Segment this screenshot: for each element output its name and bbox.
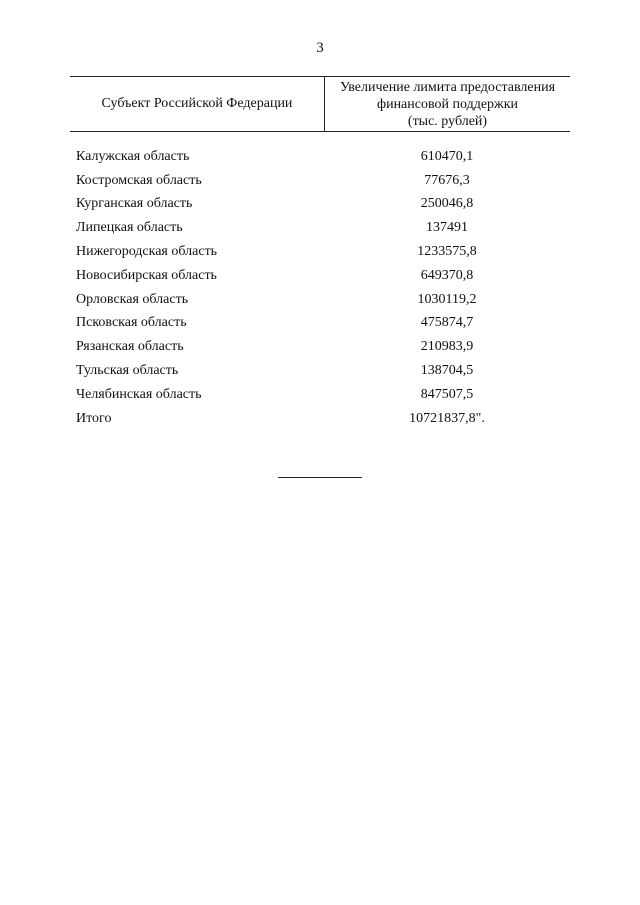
table-row [70,145,570,169]
total-value: 10721837,8". [409,410,485,426]
limit-value: 610470,1 [420,148,474,164]
region-name: Тульская область [76,363,179,379]
end-of-document-rule [278,477,362,478]
header-subject-column: Субъект Российской Федерации [70,77,325,131]
table-row [70,335,570,359]
limit-value: 77676,3 [424,172,470,188]
region-name: Нижегородская область [76,244,218,260]
table-row [70,169,570,193]
table-row [70,383,570,407]
header-limit-column [325,77,570,131]
table-row-total [70,407,570,431]
table-row [70,216,570,240]
limit-value: 137491 [426,220,468,236]
region-name: Костромская область [76,172,202,188]
table-row [70,288,570,312]
limit-value: 1233575,8 [417,244,477,260]
header-limit-line-2: финансовой поддержки [377,96,518,112]
header-limit-line-1: Увеличение лимита предоставления [339,79,556,95]
table-row [70,312,570,336]
region-name: Новосибирская область [76,267,217,283]
region-name: Псковская область [76,315,187,331]
table-row [70,264,570,288]
region-name: Курганская область [76,196,193,212]
table-row [70,240,570,264]
region-name: Рязанская область [76,339,184,355]
region-name: Калужская область [76,148,190,164]
page-number: 3 [316,40,324,56]
region-name: Липецкая область [76,220,183,236]
limit-value: 649370,8 [420,267,474,283]
limit-value: 1030119,2 [417,291,477,307]
header-limit-line-3: (тыс. рублей) [407,113,488,129]
total-label: Итого [76,410,112,426]
table-header [70,76,570,132]
limit-value: 847507,5 [420,386,474,402]
support-limit-table [70,76,570,431]
region-name: Орловская область [76,291,189,307]
limit-value: 210983,9 [420,339,474,355]
limit-value: 250046,8 [420,196,474,212]
limit-value: 475874,7 [420,315,474,331]
table-row [70,359,570,383]
table-body [70,145,570,431]
limit-value: 138704,5 [420,363,474,379]
region-name: Челябинская область [76,386,202,402]
table-row [70,193,570,217]
